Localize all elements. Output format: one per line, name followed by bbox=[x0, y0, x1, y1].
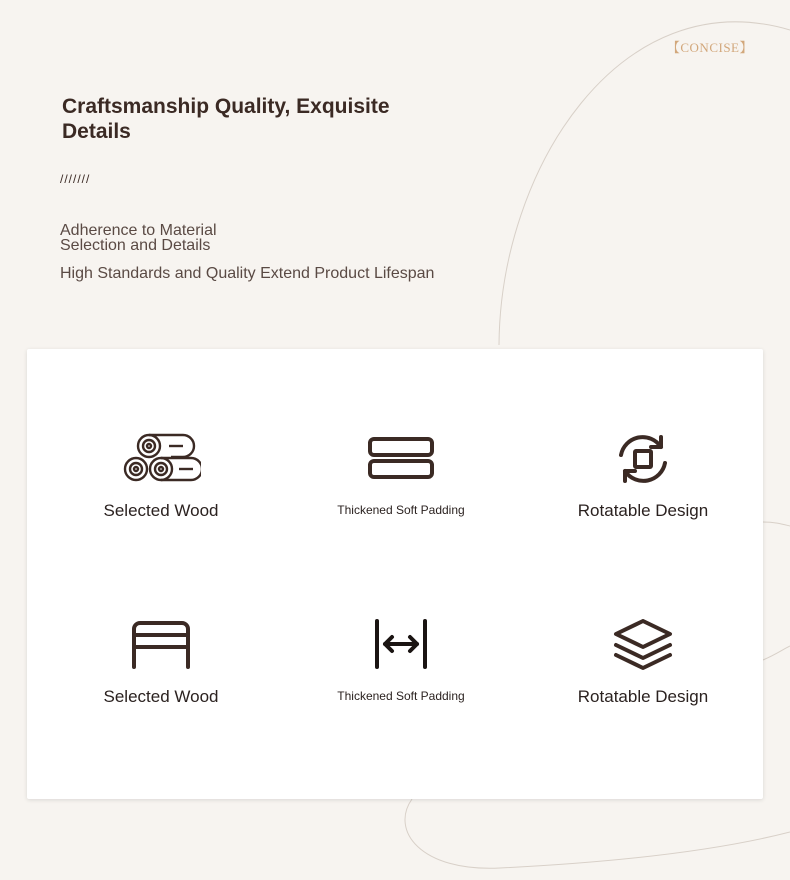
feature-label: Rotatable Design bbox=[577, 501, 709, 520]
rotate-icon bbox=[613, 433, 673, 485]
feature-selected-wood bbox=[71, 433, 251, 553]
concise-tag: 【CONCISE】 bbox=[666, 40, 753, 55]
page-title: Craftsmanship Quality, Exquisite Details bbox=[62, 95, 390, 143]
bench-icon bbox=[128, 619, 194, 671]
feature-label: Thickened Soft Padding bbox=[337, 503, 465, 517]
feature-label: Selected Wood bbox=[103, 501, 219, 520]
stack-layers-icon bbox=[612, 619, 674, 671]
divider-slashes: /////// bbox=[60, 172, 91, 186]
subtitle-quality-lifespan: High Standards and Quality Extend Product Lifespan bbox=[60, 265, 435, 282]
feature-selected-wood-2 bbox=[71, 619, 251, 739]
feature-label: Thickened Soft Padding bbox=[337, 689, 465, 703]
logs-icon bbox=[121, 433, 201, 485]
feature-thickened-padding-2 bbox=[311, 619, 491, 739]
width-arrows-icon bbox=[371, 619, 431, 671]
feature-label: Selected Wood bbox=[103, 687, 219, 706]
feature-rotatable-design-2 bbox=[553, 619, 733, 739]
feature-rotatable-design bbox=[553, 433, 733, 553]
padding-layers-icon bbox=[366, 433, 436, 485]
features-card bbox=[27, 349, 763, 799]
feature-thickened-padding bbox=[311, 433, 491, 553]
subtitle-material-selection: Adherence to Material Selection and Details bbox=[60, 222, 217, 254]
feature-label: Rotatable Design bbox=[577, 687, 709, 706]
